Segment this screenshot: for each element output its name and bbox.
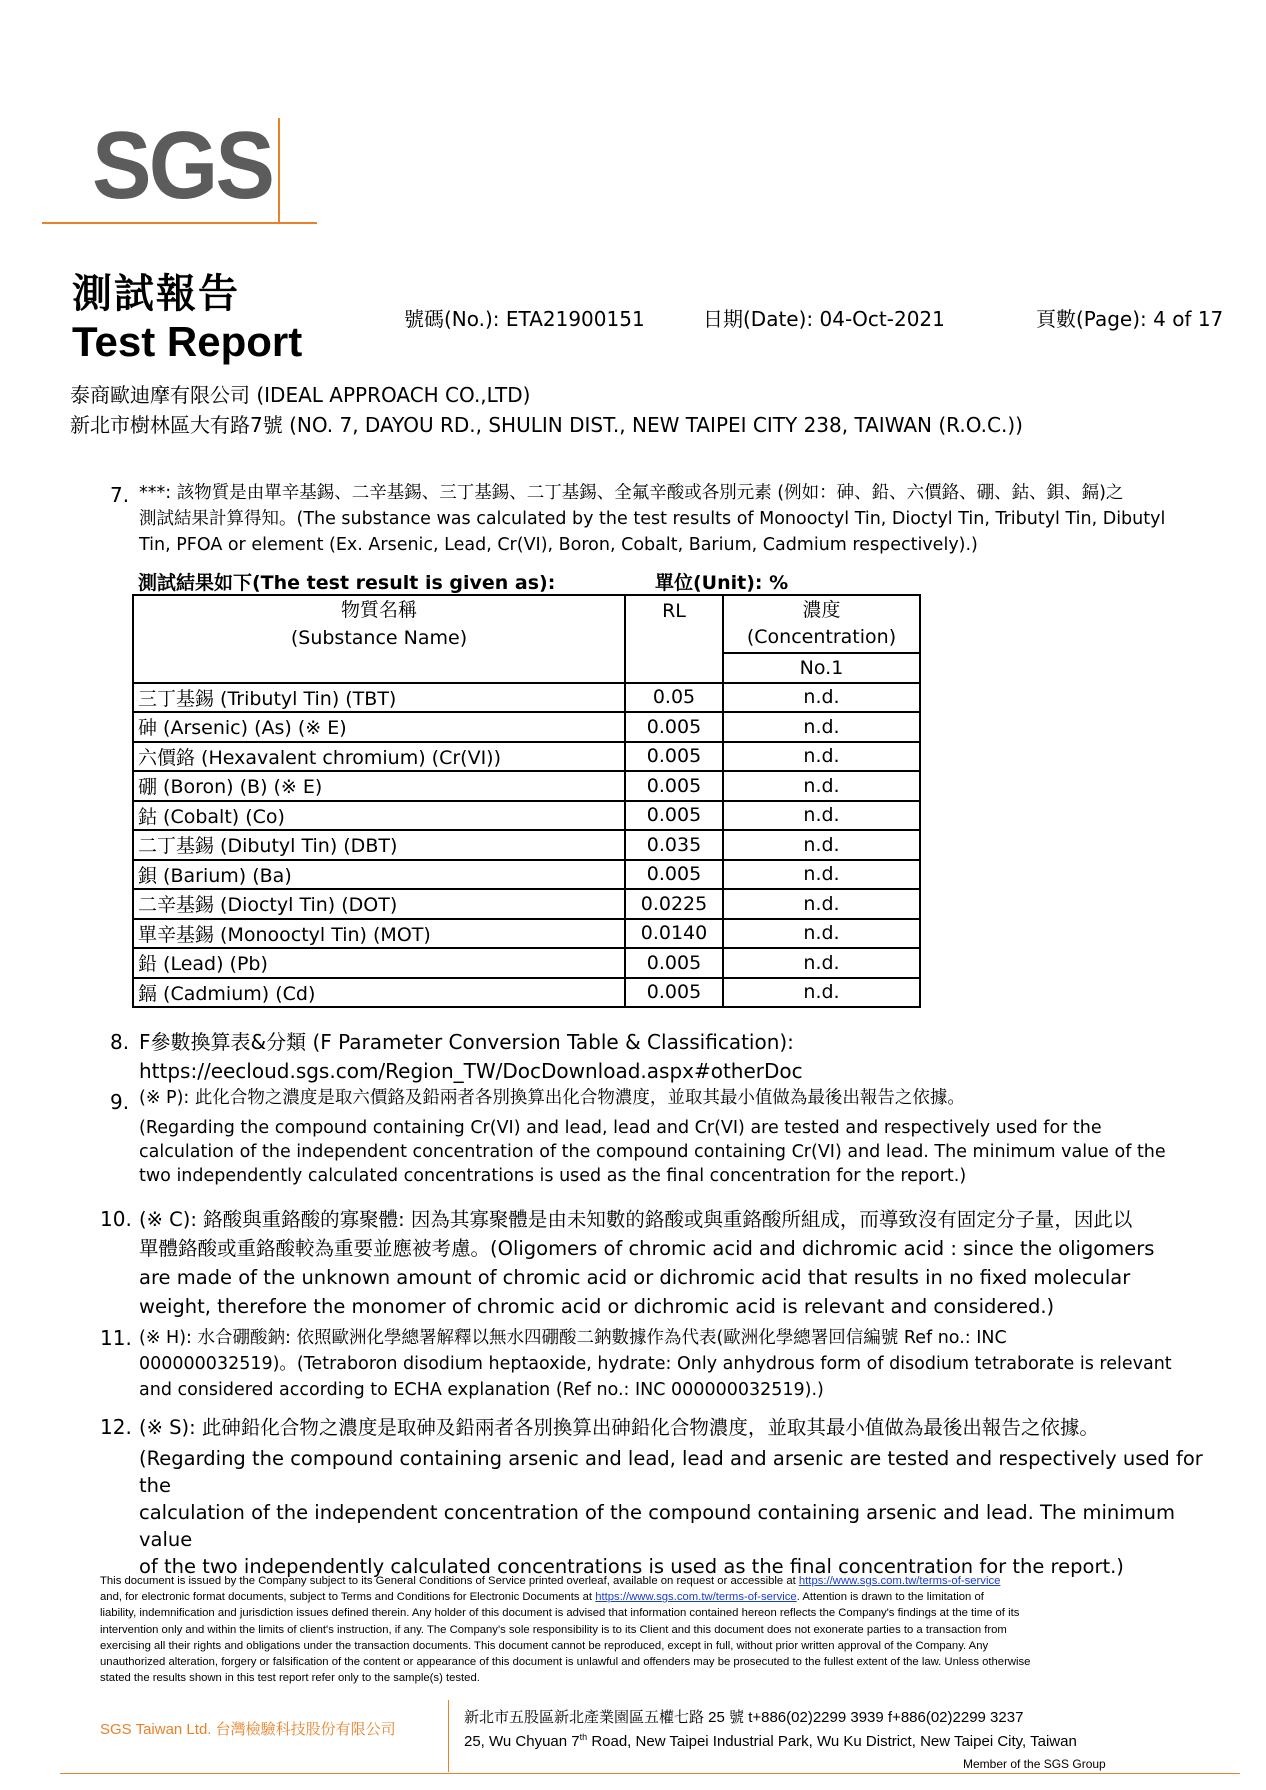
substance-name-cell: 硼 (Boron) (B) (※ E): [133, 771, 625, 801]
substance-name-cell: 鋇 (Barium) (Ba): [133, 860, 625, 890]
substance-name-cell: 鉛 (Lead) (Pb): [133, 948, 625, 978]
rl-cell: 0.005: [625, 948, 723, 978]
table-row: [133, 978, 920, 1008]
substance-name-cell: 三丁基錫 (Tributyl Tin) (TBT): [133, 683, 625, 713]
rl-cell: 0.005: [625, 801, 723, 831]
note-line: (Regarding the compound containing Cr(VI) and lead, lead and Cr(VI) are tested and respectively used for the: [139, 1118, 1102, 1138]
footer-divider-vertical: [448, 1700, 449, 1772]
rl-cell: 0.005: [625, 860, 723, 890]
table-row: [133, 712, 920, 742]
table-header-row: [133, 595, 920, 653]
concentration-cell: n.d.: [723, 683, 920, 713]
substance-name-cell: 六價鉻 (Hexavalent chromium) (Cr(VI)): [133, 742, 625, 772]
concentration-cell: n.d.: [723, 771, 920, 801]
rl-cell: 0.0225: [625, 889, 723, 919]
table-row: [133, 830, 920, 860]
table-row: [133, 889, 920, 919]
note-line: calculation of the independent concentration of the compound containing Cr(VI) and lead. The minimum value of the: [139, 1142, 1166, 1162]
client-name: 泰商歐迪摩有限公司 (IDEAL APPROACH CO.,LTD): [70, 383, 531, 407]
rl-cell: 0.035: [625, 830, 723, 860]
table-row: [133, 919, 920, 949]
note-line: and considered according to ECHA explanation (Ref no.: INC 000000032519).): [139, 1380, 824, 1400]
note-number: 12.: [100, 1415, 132, 1439]
logo-divider-horizontal: [42, 222, 317, 224]
concentration-cell: n.d.: [723, 860, 920, 890]
results-table: [132, 594, 921, 1008]
note-line: Tin, PFOA or element (Ex. Arsenic, Lead, Cr(VI), Boron, Cobalt, Barium, Cadmium respectively).): [139, 535, 978, 555]
note-number: 8.: [110, 1030, 130, 1054]
note-line: F參數換算表&分類 (F Parameter Conversion Table & Classification):: [139, 1030, 794, 1054]
header-sample-no: No.1: [723, 653, 920, 683]
substance-name-cell: 鈷 (Cobalt) (Co): [133, 801, 625, 831]
note-line: 單體鉻酸或重鉻酸較為重要並應被考慮。(Oligomers of chromic acid and dichromic acid : since the oligomers: [139, 1237, 1155, 1260]
table-row: [133, 683, 920, 713]
substance-name-cell: 單辛基錫 (Monooctyl Tin) (MOT): [133, 919, 625, 949]
concentration-cell: n.d.: [723, 889, 920, 919]
client-info: [70, 380, 1023, 440]
terms-link[interactable]: https://www.sgs.com.tw/terms-of-service: [595, 1591, 797, 1604]
client-address: 新北市樹林區大有路7號 (NO. 7, DAYOU RD., SHULIN DIST., NEW TAIPEI CITY 238, TAIWAN (R.O.C.)): [70, 413, 1023, 437]
table-row: [133, 742, 920, 772]
header-concentration-en: (Concentration): [746, 626, 897, 648]
footer-company: SGS Taiwan Ltd. 台灣檢驗科技股份有限公司: [100, 1721, 396, 1738]
note-link[interactable]: https://eecloud.sgs.com/Region_TW/DocDownload.aspx#otherDoc: [139, 1059, 803, 1083]
note-line: weight, therefore the monomer of chromic acid or dichromic acid is relevant and considered.): [139, 1295, 1055, 1318]
note-line: 000000032519)。(Tetraboron disodium heptaoxide, hydrate: Only anhydrous form of disodium tetraborate is relevant: [139, 1354, 1172, 1374]
footer-address-en: 25, Wu Chyuan 7th Road, New Taipei Industrial Park, Wu Ku District, New Taipei City, Taiwan: [464, 1732, 1077, 1750]
note-line: (※ C): 鉻酸與重鉻酸的寡聚體: 因為其寡聚體是由未知數的鉻酸或與重鉻酸所組成，而導致沒有固定分子量，因此以: [139, 1208, 1133, 1231]
logo-divider-vertical: [278, 118, 280, 222]
header-substance-en: (Substance Name): [290, 627, 468, 649]
note-line: calculation of the independent concentration of the compound containing arsenic and lead. The minimum value: [139, 1501, 1176, 1551]
note-line: of the two independently calculated concentrations is used as the final concentration for the report.): [139, 1555, 1124, 1578]
report-title-zh: 測試報告: [72, 271, 240, 317]
table-row: [133, 948, 920, 978]
rl-cell: 0.0140: [625, 919, 723, 949]
concentration-cell: n.d.: [723, 978, 920, 1008]
header-rl: RL: [625, 595, 723, 683]
footer-disclaimer: This document is issued by the Company subject to its General Conditions of Service printed overleaf, available on request or accessible at https://www.sgs.com.tw/terms-of-service and, for electronic format documents, subject to Terms and Conditions for Electronic Documents at https://www.sgs.com.tw/terms-of-service. Attention is drawn to the limitation of liability, indemnification and jurisdiction issues defined therein. Any holder of this document is advised that information contained hereon reflects the Company's findings at the time of its intervention only and within the limits of client's instruction, if any. The Company's sole responsibility is to its Client and this document does not exonerate parties to a transaction from exercising all their rights and obligations under the transaction documents. This document cannot be reproduced, except in full, without prior written approval of the Company. Any unauthorized alteration, forgery or falsification of the content or appearance of this document is unlawful and offenders may be prosecuted to the fullest extent of the law. Unless otherwise stated the results shown in this test report refer only to the sample(s) tested.: [100, 1575, 1031, 1685]
header-concentration: [723, 595, 920, 653]
note-line: ***: 該物質是由單辛基錫、二辛基錫、三丁基錫、二丁基錫、全氟辛酸或各別元素 (例如：砷、鉛、六價鉻、硼、鈷、鋇、鎘)之: [139, 483, 1124, 503]
concentration-cell: n.d.: [723, 948, 920, 978]
rl-cell: 0.005: [625, 742, 723, 772]
note-number: 11.: [100, 1326, 132, 1350]
concentration-cell: n.d.: [723, 830, 920, 860]
note-number: 7.: [110, 483, 130, 507]
note-line: 測試結果計算得知。(The substance was calculated by the test results of Monooctyl Tin, Dioctyl Tin, Tributyl Tin, Dibutyl: [139, 509, 1166, 529]
concentration-cell: n.d.: [723, 712, 920, 742]
note-line: two independently calculated concentrations is used as the final concentration for the report.): [139, 1166, 967, 1186]
note-line: (Regarding the compound containing arsenic and lead, lead and arsenic are tested and respectively used for the: [139, 1447, 1203, 1497]
rl-cell: 0.005: [625, 712, 723, 742]
results-heading: 測試結果如下(The test result is given as):: [138, 572, 556, 594]
note-line: (※ P): 此化合物之濃度是取六價鉻及鉛兩者各別換算出化合物濃度，並取其最小值做為最後出報告之依據。: [139, 1088, 965, 1108]
substance-name-cell: 二丁基錫 (Dibutyl Tin) (DBT): [133, 830, 625, 860]
note-line: are made of the unknown amount of chromic acid or dichromic acid that results in no fixed molecular: [139, 1266, 1131, 1289]
table-row: [133, 860, 920, 890]
results-unit: 單位(Unit): %: [655, 572, 789, 594]
report-date: 日期(Date): 04-Oct-2021: [703, 307, 945, 331]
header-substance-zh: 物質名稱: [340, 599, 417, 621]
footer-address-zh: 新北市五股區新北產業園區五權七路 25 號 t+886(02)2299 3939 f+886(02)2299 3237: [464, 1709, 1024, 1726]
table-row: [133, 801, 920, 831]
substance-name-cell: 鎘 (Cadmium) (Cd): [133, 978, 625, 1008]
sgs-logo: SGS: [92, 112, 273, 219]
note-number: 10.: [100, 1207, 132, 1231]
substance-name-cell: 砷 (Arsenic) (As) (※ E): [133, 712, 625, 742]
concentration-cell: n.d.: [723, 919, 920, 949]
page-indicator: 頁數(Page): 4 of 17: [1036, 307, 1224, 331]
note-line: (※ S): 此砷鉛化合物之濃度是取砷及鉛兩者各別換算出砷鉛化合物濃度，並取其最小值做為最後出報告之依據。: [139, 1416, 1099, 1439]
footer-member: Member of the SGS Group: [963, 1757, 1106, 1771]
footer-divider-horizontal: [60, 1773, 1240, 1774]
terms-link[interactable]: https://www.sgs.com.tw/terms-of-service: [798, 1575, 1001, 1587]
table-row: [133, 771, 920, 801]
header-concentration-zh: 濃度: [802, 599, 841, 621]
concentration-cell: n.d.: [723, 801, 920, 831]
rl-cell: 0.05: [625, 683, 723, 713]
note-number: 9.: [110, 1090, 130, 1114]
substance-name-cell: 二辛基錫 (Dioctyl Tin) (DOT): [133, 889, 625, 919]
header-substance: [133, 595, 625, 683]
report-number: 號碼(No.): ETA21900151: [404, 307, 645, 331]
rl-cell: 0.005: [625, 978, 723, 1008]
concentration-cell: n.d.: [723, 742, 920, 772]
report-title-en: Test Report: [72, 318, 303, 365]
rl-cell: 0.005: [625, 771, 723, 801]
note-line: (※ H): 水合硼酸鈉: 依照歐洲化學總署解釋以無水四硼酸二鈉數據作為代表(歐洲化學總署回信編號 Ref no.: INC: [139, 1328, 1007, 1348]
